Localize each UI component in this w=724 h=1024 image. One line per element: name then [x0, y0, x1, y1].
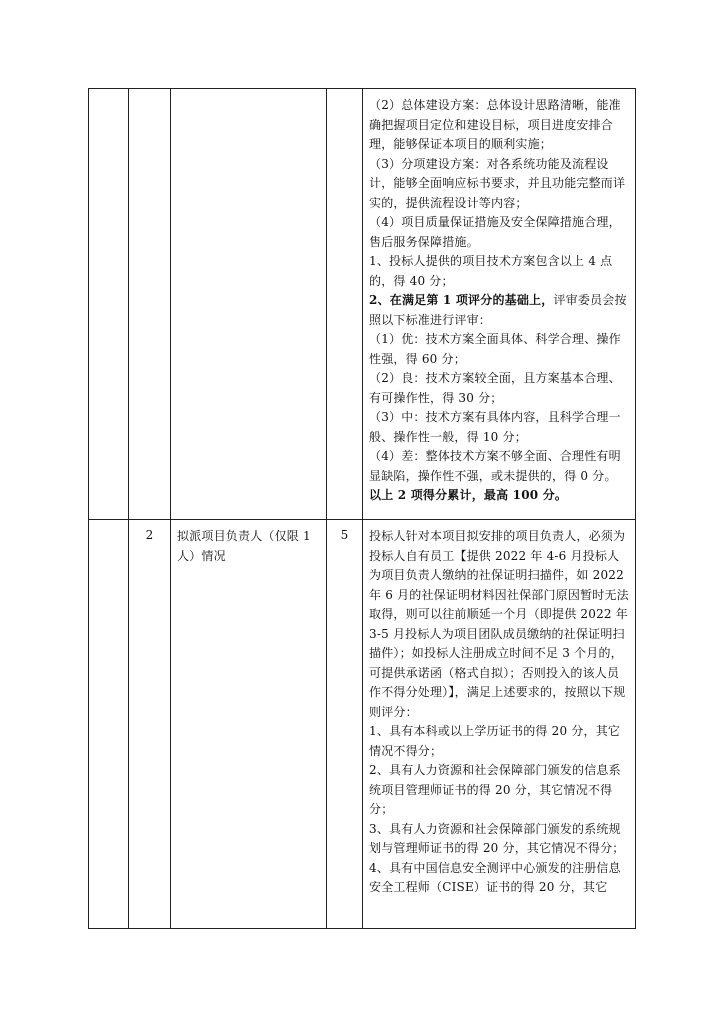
table-cell: [327, 89, 363, 520]
scoring-table: [88, 88, 636, 929]
item-name: 拟派项目负责人（仅限 1 人）情况: [177, 529, 311, 563]
table-row: [89, 89, 636, 520]
criteria-line: （4）差：整体技术方案不够全面、合理性有明显缺陷，操作性不强，或未提供的，得 0 分。: [369, 449, 621, 483]
criteria-line: （3）分项建设方案：对各系统功能及流程设计，能够全面响应标书要求，并且功能完整而详实的，提供流程设计等内容；: [369, 156, 626, 210]
criteria-total: 以上 2 项得分累计，最高 100 分。: [369, 488, 568, 502]
criteria-line: 4、具有中国信息安全测评中心颁发的注册信息安全工程师（CISE）证书的得 20 分，其它: [369, 860, 621, 894]
criteria-line: （4）项目质量保证措施及安全保障措施合理，售后服务保障措施。: [369, 215, 621, 249]
score-cell: [327, 520, 363, 929]
table-cell: [129, 89, 171, 520]
criteria-cell: [363, 89, 636, 520]
criteria-rest: 评审委员会按照以下标准进行评审：: [369, 293, 627, 327]
criteria-line: 3、具有人力资源和社会保障部门颁发的系统规划与管理师证书的得 20 分，其它情况不得分；: [369, 821, 625, 855]
table-cell: [171, 89, 327, 520]
criteria-line: （2）总体建设方案：总体设计思路清晰，能准确把握项目定位和建设目标，项目进度安排合理，能够保证本项目的顺利实施；: [369, 98, 621, 151]
row-number-cell: [129, 520, 171, 929]
criteria-line: （2）良：技术方案较全面，且方案基本合理、有可操作性，得 30 分；: [369, 371, 621, 405]
criteria-line: （1）优：技术方案全面具体、科学合理、操作性强，得 60 分；: [369, 332, 621, 366]
criteria-text: [363, 520, 635, 898]
criteria-text: [363, 89, 635, 506]
item-cell: [171, 520, 327, 929]
table-cell: [89, 89, 129, 520]
table-cell: [89, 520, 129, 929]
criteria-line: 投标人针对本项目拟安排的项目负责人，必须为投标人自有员工【提供 2022 年 4-6 月投标人为项目负责人缴纳的社保证明扫描件，如 2022 年 6 月的社保证明材料因社保部门原因暂时无法取得，则可以往前顺延一个月（即提供 2022 年 3-5 月投标人为项目团队成员缴纳的社保证明扫描件）；如投标人注册成立时间不足 3 个月的，可提供承诺函（格式自拟）；否则投入的该人员作不得分处理）】，满足上述要求的，按照以下规则评分：: [369, 529, 629, 719]
criteria-line: 1、具有本科或以上学历证书的得 20 分，其它情况不得分；: [369, 724, 621, 758]
score-value: 5: [340, 528, 349, 542]
criteria-line: 2、具有人力资源和社会保障部门颁发的信息系统项目管理师证书的得 20 分，其它情况不得分；: [369, 763, 621, 816]
row-number: 2: [145, 528, 154, 542]
criteria-bold-prefix: 2、在满足第 1 项评分的基础上，: [369, 293, 554, 307]
table-row: [89, 520, 636, 929]
criteria-cell: [363, 520, 636, 929]
criteria-line: （3）中：技术方案有具体内容，且科学合理一般、操作性一般，得 10 分；: [369, 410, 621, 444]
criteria-line: [369, 291, 630, 330]
criteria-line: 1、投标人提供的项目技术方案包含以上 4 点的，得 40 分；: [369, 254, 613, 288]
